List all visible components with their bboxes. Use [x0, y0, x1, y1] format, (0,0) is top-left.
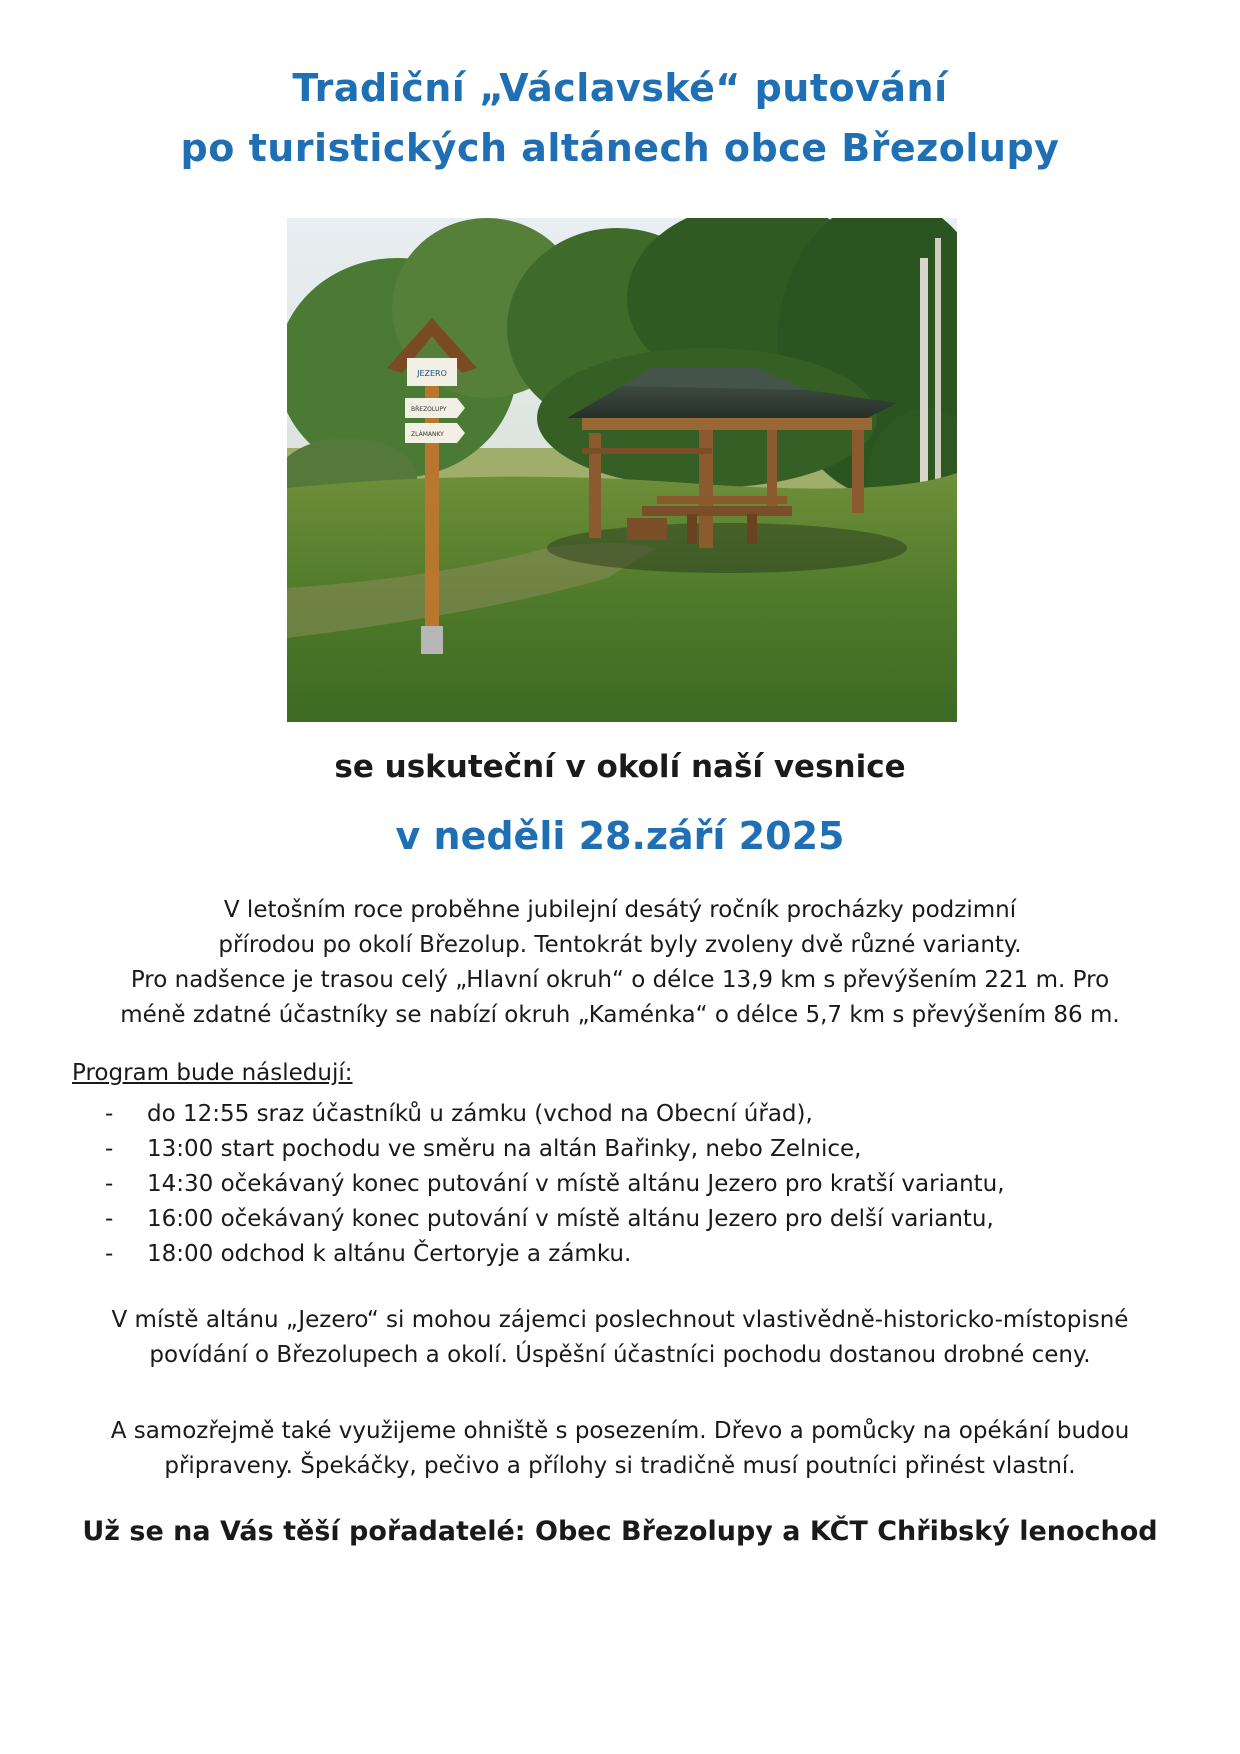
program-item-text: 16:00 očekávaný konec putování v místě altánu Jezero pro delší variantu,: [147, 1206, 994, 1232]
poster-title-line-2: po turistických altánech obce Březolupy: [180, 126, 1060, 170]
intro-line: V letošním roce proběhne jubilejní desátý ročník procházky podzimní: [223, 897, 1017, 923]
talk-line: povídání o Březolupech a okolí. Úspěšní účastníci pochodu dostanou drobné ceny.: [149, 1342, 1091, 1368]
bullet-dash: -: [105, 1206, 114, 1232]
intro-paragraph: [80, 893, 1160, 1033]
intro-line: méně zdatné účastníky se nabízí okruh „Kaménka“ o délce 5,7 km s převýšením 86 m.: [120, 1002, 1120, 1028]
program-heading: Program bude následují:: [72, 1060, 353, 1086]
campfire-paragraph: [80, 1414, 1160, 1484]
bullet-dash: -: [105, 1171, 114, 1197]
bullet-dash: -: [105, 1136, 114, 1162]
program-item-text: 13:00 start pochodu ve směru na altán Bařinky, nebo Zelnice,: [147, 1136, 862, 1162]
intro-line: Pro nadšence je trasou celý „Hlavní okruh“ o délce 13,9 km s převýšením 221 m. Pro: [130, 967, 1110, 993]
program-item: [105, 1097, 1005, 1132]
program-list: [105, 1097, 1005, 1272]
bullet-dash: -: [105, 1101, 114, 1127]
event-date: v neděli 28.září 2025: [395, 814, 845, 858]
program-item: [105, 1202, 1005, 1237]
program-item-text: 14:30 očekávaný konec putování v místě altánu Jezero pro kratší variantu,: [147, 1171, 1005, 1197]
bullet-dash: -: [105, 1241, 114, 1267]
program-item: [105, 1167, 1005, 1202]
signpost-sign-2: ZLÁMANKY: [411, 431, 444, 438]
closing-line: Už se na Vás těší pořadatelé: Obec Březolupy a KČT Chřibský lenochod: [82, 1516, 1158, 1547]
signpost-header: JEZERO: [417, 369, 447, 378]
program-item: [105, 1132, 1005, 1167]
event-subheading: se uskuteční v okolí naší vesnice: [334, 749, 906, 785]
program-item-text: do 12:55 sraz účastníků u zámku (vchod na Obecní úřad),: [147, 1101, 813, 1127]
signpost-sign-1: BŘEZOLUPY: [411, 406, 447, 413]
intro-line: přírodou po okolí Březolup. Tentokrát byly zvoleny dvě různé varianty.: [218, 932, 1022, 958]
talk-paragraph: [80, 1303, 1160, 1373]
campfire-line: A samozřejmě také využijeme ohniště s posezením. Dřevo a pomůcky na opékání budou: [110, 1418, 1130, 1444]
campfire-line: připraveny. Špekáčky, pečivo a přílohy si tradičně musí poutníci přinést vlastní.: [164, 1453, 1076, 1479]
gazebo-photo: [287, 218, 957, 722]
talk-line: V místě altánu „Jezero“ si mohou zájemci poslechnout vlastivědně-historicko-místopisné: [111, 1307, 1129, 1333]
program-item: [105, 1237, 1005, 1272]
poster-title-line-1: Tradiční „Václavské“ putování: [292, 66, 948, 110]
program-item-text: 18:00 odchod k altánu Čertoryje a zámku.: [147, 1241, 632, 1267]
